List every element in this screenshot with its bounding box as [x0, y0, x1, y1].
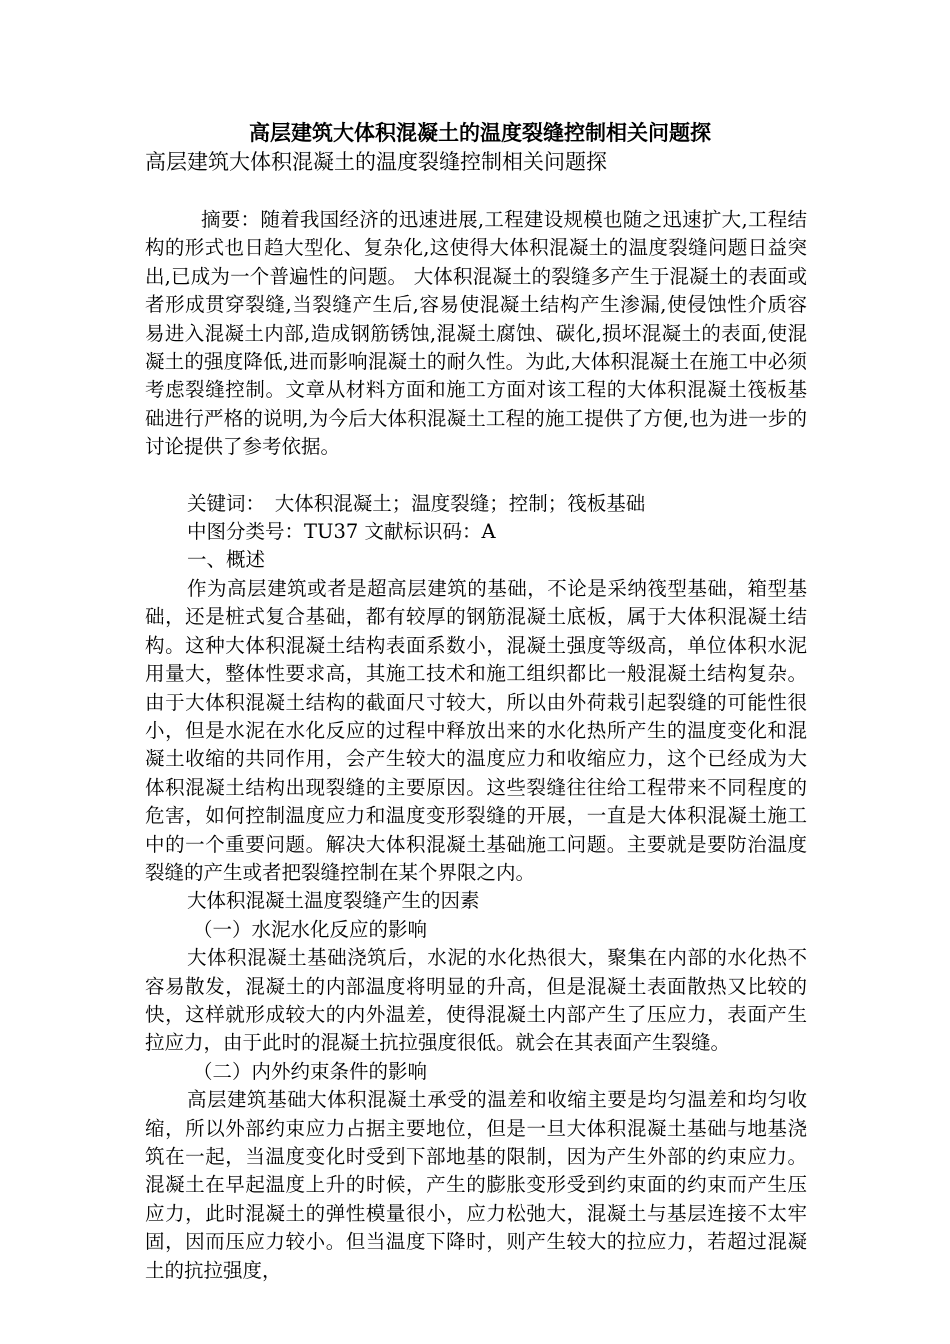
body-paragraph: 高层建筑基础大体积混凝土承受的温差和收缩主要是均匀温差和均匀收缩，所以外部约束应力占据主要地位，但是一旦大体积混凝土基础与地基浇筑在一起，当温度变化时受到下部地基的限制，因为产生外部的约束应力。混凝土在早起温度上升的时候，产生的膨胀变形受到约束面的约束而产生压应力，此时混凝土的弹性模量很小，应力松弛大，混凝土与基层连接不太牢固，因而压应力较小。但当温度下降时，则产生较大的拉应力，若超过混凝土的抗拉强度，	[145, 1088, 807, 1282]
classification-line: 中图分类号：TU37 文献标识码：A	[187, 520, 496, 544]
spacer	[145, 176, 807, 206]
subsection-heading: （二）内外约束条件的影响	[193, 1059, 428, 1083]
document-title: 高层建筑大体积混凝土的温度裂缝控制相关问题探	[249, 121, 711, 145]
abstract-paragraph: 摘要：随着我国经济的迅速进展,工程建设规模也随之迅速扩大,工程结构的形式也日趋大型化、复杂化,这使得大体积混凝土的温度裂缝问题日益突出,已成为一个普遍性的问题。 大体积混凝土的裂缝多产生于混凝土的表面或者形成贯穿裂缝,当裂缝产生后,容易使混凝土结构产生渗漏,使侵蚀性介质容易进入混凝土内部,造成钢筋锈蚀,混凝土腐蚀、碳化,损坏混凝土的表面,使混凝土的强度降低,进而影响混凝土的耐久性。为此,大体积混凝土在施工中必须考虑裂缝控制。文章从材料方面和施工方面对该工程的大体积混凝土筏板基础进行严格的说明,为今后大体积混凝土工程的施工提供了方便,也为进一步的讨论提供了参考依据。	[145, 208, 807, 459]
document-page	[145, 118, 807, 1285]
body-paragraph: 大体积混凝土基础浇筑后，水泥的水化热很大，聚集在内部的水化热不容易散发，混凝土的内部温度将明显的升高，但是混凝土表面散热又比较的快，这样就形成较大的内外温差，使得混凝土内部产生了压应力，表面产生拉应力，由于此时的混凝土抗拉强度很低。就会在其表面产生裂缝。	[145, 946, 807, 1055]
subsection-heading: （一）水泥水化反应的影响	[193, 917, 428, 941]
section-heading: 大体积混凝土温度裂缝产生的因素	[187, 889, 480, 913]
section-heading: 一、概述	[187, 548, 266, 572]
spacer	[145, 462, 807, 490]
document-subtitle: 高层建筑大体积混凝土的温度裂缝控制相关问题探	[145, 150, 607, 174]
body-paragraph: 作为高层建筑或者是超高层建筑的基础，不论是采纳筏型基础，箱型基础，还是桩式复合基础，都有较厚的钢筋混凝土底板，属于大体积混凝土结构。这种大体积混凝土结构表面系数小，混凝土强度等级高，单位体积水泥用量大，整体性要求高，其施工技术和施工组织都比一般混凝土结构复杂。由于大体积混凝土结构的截面尺寸较大，所以由外荷栽引起裂缝的可能性很小，但是水泥在水化反应的过程中释放出来的水化热所产生的温度变化和混凝土收缩的共同作用，会产生较大的温度应力和收缩应力，这个已经成为大体积混凝土结构出现裂缝的主要原因。这些裂缝往往给工程带来不同程度的危害，如何控制温度应力和温度变形裂缝的开展，一直是大体积混凝土施工中的一个重要问题。解决大体积混凝土基础施工问题。主要就是要防治温度裂缝的产生或者把裂缝控制在某个界限之内。	[145, 576, 807, 884]
keywords-line: 关键词： 大体积混凝土；温度裂缝；控制；筏板基础	[187, 491, 646, 515]
